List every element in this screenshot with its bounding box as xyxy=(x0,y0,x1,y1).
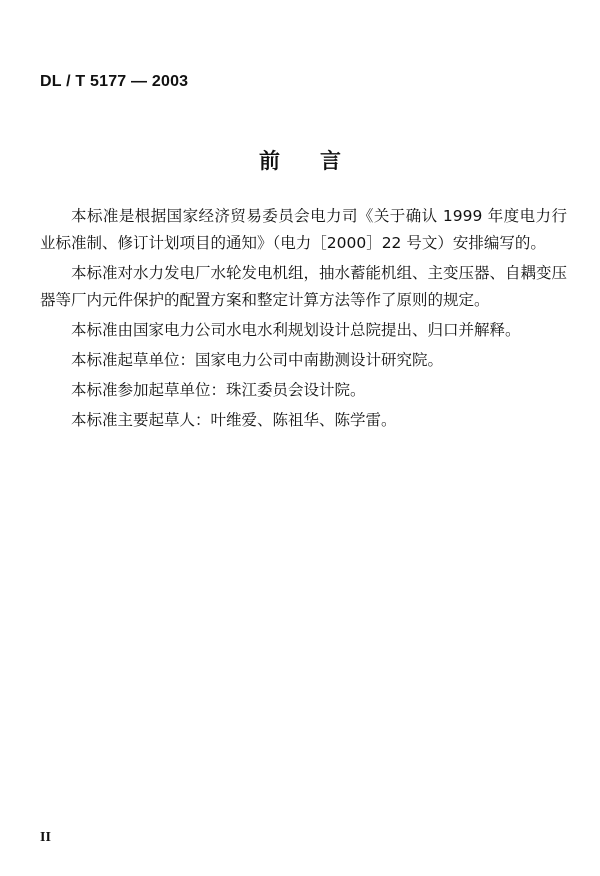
page-title xyxy=(0,145,600,175)
paragraph-drafting-unit: 本标准起草单位：国家电力公司中南勘测设计研究院。 xyxy=(71,351,444,369)
paragraph-basis: 本标准是根据国家经济贸易委员会电力司《关于确认 1999 年度电力行业标准制、修订计划项目的通知》（电力［2000］22 号文）安排编写的。 xyxy=(40,207,567,252)
paragraph-participating-unit: 本标准参加起草单位：珠江委员会设计院。 xyxy=(71,381,366,399)
paragraph-scope: 本标准对水力发电厂水轮发电机组，抽水蓄能机组、主变压器、自耦变压器等厂内元件保护的配置方案和整定计算方法等作了原则的规定。 xyxy=(40,264,568,309)
page-number: II xyxy=(40,830,51,845)
paragraph-proposer: 本标准由国家电力公司水电水利规划设计总院提出、归口并解释。 xyxy=(71,321,521,339)
title-char-1: 前 xyxy=(259,149,280,173)
paragraph-drafters: 本标准主要起草人：叶维爱、陈祖华、陈学雷。 xyxy=(71,411,397,429)
preface-body xyxy=(40,203,567,437)
title-char-2: 言 xyxy=(320,149,341,173)
standard-number: DL / T 5177 — 2003 xyxy=(40,73,189,90)
